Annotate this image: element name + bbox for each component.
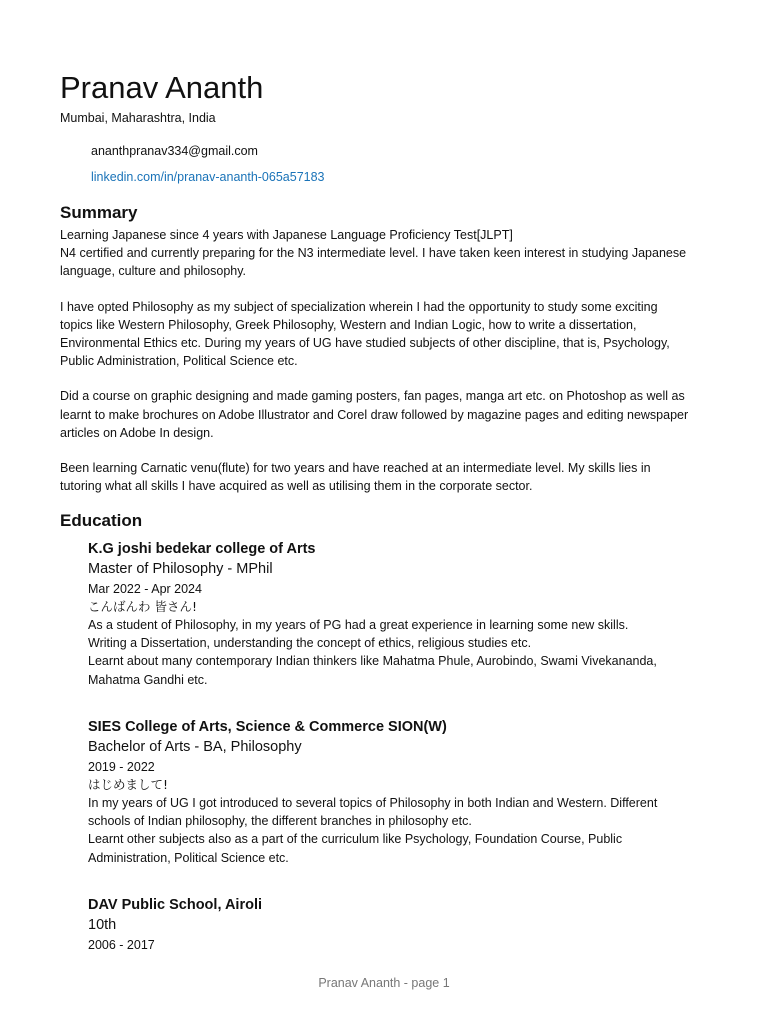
education-entry: [88, 717, 688, 867]
summary-line: Been learning Carnatic venu(flute) for two years and have reached at an intermediate level. My skills lies in: [60, 461, 651, 476]
description-line: Learnt other subjects also as a part of the curriculum like Psychology, Foundation Course, Public: [88, 832, 623, 847]
description-line: In my years of UG I got introduced to several topics of Philosophy in both Indian and Western. Different: [88, 796, 658, 810]
description-line: schools of Indian philosophy, the different branches in philosophy etc.: [88, 814, 472, 829]
education-dates: 2006 - 2017: [88, 938, 155, 952]
description-line: Writing a Dissertation, understanding the concept of ethics, religious studies etc.: [88, 636, 532, 651]
summary-line: tutoring what all skills I have acquired as well as utilising them in the corporate sector.: [60, 479, 533, 494]
education-entry: [88, 539, 688, 689]
education-description: [88, 794, 688, 867]
summary-line: articles on Adobe In design.: [60, 425, 214, 440]
summary-section: [60, 226, 700, 512]
summary-heading: Summary: [60, 203, 138, 222]
candidate-location: Mumbai, Maharashtra, India: [60, 111, 216, 125]
summary-line: topics like Western Philosophy, Greek Philosophy, Western and Indian Logic, how to write a dissertation,: [60, 317, 637, 332]
education-heading: Education: [60, 511, 143, 530]
education-dates: 2019 - 2022: [88, 760, 155, 774]
summary-paragraph: [60, 387, 700, 442]
description-line: Learnt about many contemporary Indian thinkers like Mahatma Phule, Aurobindo, Swami Vivekananda,: [88, 654, 657, 669]
school-name: SIES College of Arts, Science & Commerce SION(W): [88, 719, 447, 735]
summary-line: language, culture and philosophy.: [60, 264, 247, 279]
summary-line: Environmental Ethics etc. During my years of UG have studied subjects of other discipline, that is, Psychology,: [60, 336, 670, 351]
school-name: K.G joshi bedekar college of Arts: [88, 541, 316, 557]
degree-name: 10th: [88, 917, 117, 933]
summary-line: Learning Japanese since 4 years with Japanese Language Proficiency Test[JLPT]: [60, 228, 513, 242]
candidate-name: Pranav Ananth: [60, 70, 264, 105]
education-entry: [88, 895, 688, 954]
japanese-greeting: こんばんわ 皆さん!: [88, 599, 197, 614]
summary-paragraph: [60, 459, 700, 495]
school-name: DAV Public School, Airoli: [88, 897, 263, 913]
summary-line: Did a course on graphic designing and made gaming posters, fan pages, manga art etc. on Photoshop as well as: [60, 389, 685, 404]
education-dates: Mar 2022 - Apr 2024: [88, 582, 202, 596]
education-description: [88, 616, 688, 689]
degree-name: Master of Philosophy - MPhil: [88, 561, 273, 577]
summary-line: I have opted Philosophy as my subject of specialization wherein I had the opportunity to study some exciting: [60, 299, 658, 314]
japanese-greeting: はじめまして!: [88, 777, 169, 792]
summary-line: learnt to make brochures on Adobe Illustrator and Corel draw followed by magazine pages and editing newspaper: [60, 407, 689, 422]
summary-paragraph: [60, 298, 700, 371]
description-line: Mahatma Gandhi etc.: [88, 672, 208, 687]
candidate-email[interactable]: ananthpranav334@gmail.com: [91, 144, 258, 158]
summary-paragraph: [60, 226, 700, 281]
description-line: Administration, Political Science etc.: [88, 850, 289, 865]
degree-name: Bachelor of Arts - BA, Philosophy: [88, 739, 302, 755]
linkedin-link[interactable]: linkedin.com/in/pranav-ananth-065a57183: [91, 170, 325, 184]
summary-line: N4 certified and currently preparing for the N3 intermediate level. I have taken keen interest in studying Japanese: [60, 246, 687, 261]
page-footer: Pranav Ananth - page 1: [318, 976, 450, 990]
description-line: As a student of Philosophy, in my years of PG had a great experience in learning some new skills.: [88, 618, 629, 632]
summary-line: Public Administration, Political Science etc.: [60, 354, 298, 369]
